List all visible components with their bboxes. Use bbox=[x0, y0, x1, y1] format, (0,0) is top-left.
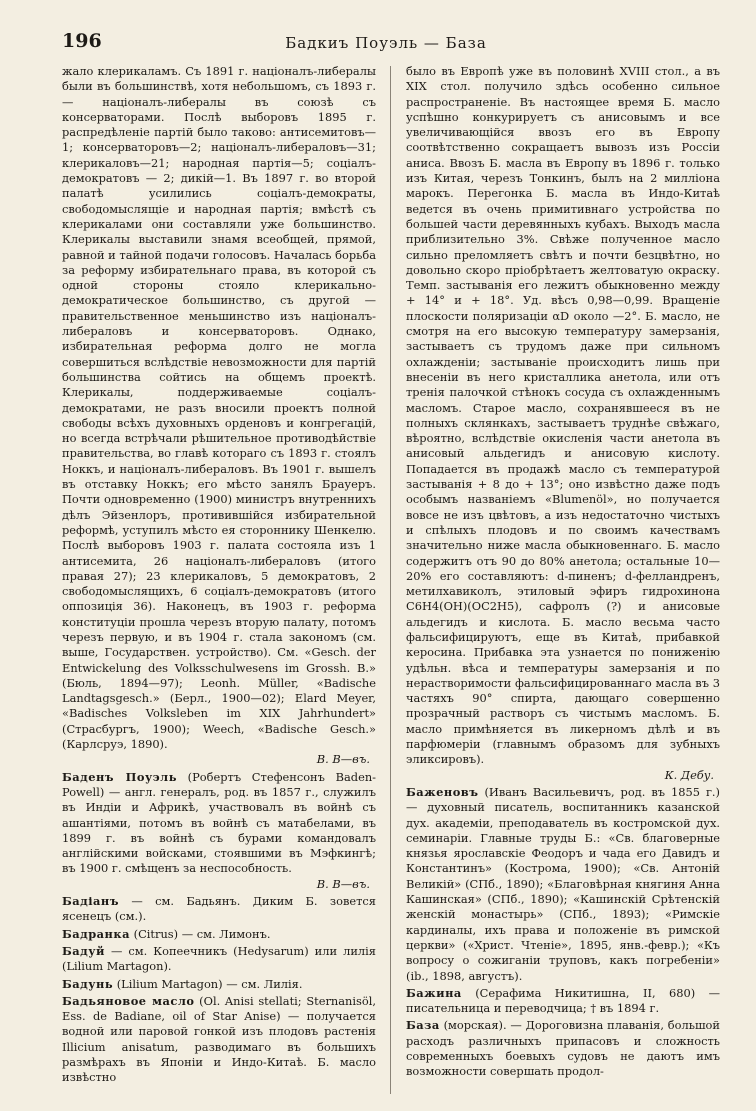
article-entry bbox=[62, 894, 376, 925]
continued-article: было въ Европѣ уже въ половинѣ XVIII стол., а въ XIX стол. получило здѣсь особенно сильное распространеніе. Въ настоящее время Б. масло успѣшно конкурируетъ съ анисовымъ и все увеличивающійся ввозъ его въ Европу соотвѣтственно сокращаетъ вывозъ изъ Россіи аниса. Ввозъ Б. масла въ Европу въ 1896 г. только изъ Китая, черезъ Тонкинъ, былъ на 2 милліона марокъ. Перегонка Б. масла въ Индо-Китаѣ ведется въ очень примитивнаго устройства по большей части деревянныхъ кубахъ. Выходъ масла приблизительно 3%. Свѣже полученное масло сильно преломляетъ свѣтъ и почти безцвѣтно, но довольно скоро пріобрѣтаетъ желтоватую окраску. Темп. застыванія его лежитъ обыкновенно между + 14° и + 18°. Уд. вѣсъ 0,98—0,99. Вращеніе плоскости поляризаціи αD около —2°. Б. масло, не смотря на его высокую температуру замерзанія, застываетъ съ трудомъ даже при сильномъ охлажденіи; застываніе происходитъ лишь при внесеніи въ него кристаллика анетола, или отъ тренія палочкой стѣнокъ сосуда съ охлажденнымъ масломъ. Старое масло, сохранявшееся въ не полныхъ склянкахъ, застываетъ труднѣе свѣжаго, вѣроятно, вслѣдствіе окисленія части анетола въ анисовый альдегидъ и анисовую кислоту. Попадается въ продажѣ масло съ температурой застыванія + 8 до + 13°; оно извѣстно даже подъ особымъ названіемъ «Blumenöl», но получается вовсе не изъ цвѣтовъ, а изъ недостаточно чистыхъ и спѣлыхъ плодовъ и по своимъ качествамъ значительно ниже масла обыкновеннаго. Б. масло содержитъ отъ 90 до 80% анетола; остальные 10—20% его составляютъ: d-пиненъ; d-фелландренъ, метилхавиколъ, этиловый эфиръ гидрохинона C6H4(OH)(OC2H5), сафролъ (?) и анисовые альдегидъ и кислота. Б. масло весьма часто фальсифицируютъ, еще въ Китаѣ, прибавкой керосина. Прибавка эта узнается по пониженію удѣльн. вѣса и температуры замерзанія и по нерастворимости фальсифицированнаго масла въ 3 частяхъ 90° спирта, дающаго совершенно прозрачный растворъ съ чистымъ масломъ. Б. масло примѣняется въ ликерномъ дѣлѣ и въ парфюмеріи (главнымъ образомъ для зубныхъ эликсировъ). bbox=[406, 64, 720, 767]
article-signature: В. В—въ. bbox=[316, 752, 370, 767]
article-entry bbox=[62, 994, 376, 1086]
continued-article: жало клерикаламъ. Съ 1891 г. націоналъ-либералы были въ большинствѣ, хотя небольшомъ, съ 1893 г. — націоналъ-либералы въ союзѣ съ консерваторами. Послѣ выборовъ 1895 г. распредѣленіе партій было таково: антисемитовъ—1; консерваторовъ—2; націоналъ-либераловъ—31; клерикаловъ—21; народная партія—5; соціалъ-демократовъ — 2; дикій—1. Въ 1897 г. во второй палатѣ усилились соціалъ-демократы, свободомыслящіе и народная партія; вмѣстѣ съ клерикалами они составляли уже большинство. Клерикалы выставили знамя всеобщей, прямой, равной и тайной подачи голосовъ. Началась борьба за реформу избирательнаго права, въ которой съ одной стороны стояло клерикально-демократическое большинство, съ другой — правительственное меньшинство изъ націоналъ-либераловъ и консерваторовъ. Однако, избирательная реформа долго не могла совершиться вслѣдствіе невозможности для партій большинства сойтись на общемъ проектѣ. Клерикалы, поддерживаемые соціалъ-демократами, не разъ вносили проектъ полной свободы всѣхъ духовныхъ орденовъ и конгрегацій, но всегда встрѣчали рѣшительное противодѣйствіе правительства, во главѣ котораго съ 1893 г. стоялъ Ноккъ, и націоналъ-либераловъ. Въ 1901 г. вышелъ въ отставку Ноккъ; его мѣсто занялъ Брауеръ. Почти одновременно (1900) министръ внутреннихъ дѣлъ Эйзенлоръ, противившійся избирательной реформѣ, уступилъ мѣсто ея стороннику Шенкелю. Послѣ выборовъ 1903 г. палата состояла изъ 1 антисемита, 26 націоналъ-либераловъ (итого правая 27); 23 клерикаловъ, 5 демократовъ, 2 свободомыслящихъ, 6 соціалъ-демократовъ (итого оппозиція 36). Наконецъ, въ 1903 г. реформа конституціи прошла черезъ вторую палату, потомъ черезъ первую, и въ 1904 г. стала закономъ (см. выше, Государствен. устройство). См. «Gesch. der Entwickelung des Volksschulwesens im Grossh. B.» (Бюль, 1894—97); Leonh. Müller, «Badische Landtagsgesch.» (Берл., 1900—02); Elard Meyer, «Badisches Volksleben im XIX Jahrhundert» (Страсбургъ, 1900); Weech, «Badische Gesch.» (Карлсруэ, 1890). bbox=[62, 64, 376, 752]
entry-headword: Бадуй bbox=[62, 943, 105, 958]
page-number: 196 bbox=[62, 30, 102, 52]
text-columns bbox=[62, 64, 720, 1104]
right-column bbox=[406, 64, 720, 1100]
entry-text: (Серафима Никитишна, II, 680) — писательница и переводчица; † въ 1894 г. bbox=[406, 985, 720, 1016]
article-signature: В. В—въ. bbox=[316, 876, 370, 891]
page-header bbox=[62, 30, 710, 58]
article-signature: К. Дебу. bbox=[664, 767, 714, 782]
entry-text: (морская). — Дороговизна плаванія, большой расходъ различныхъ припасовъ и сложность современныхъ боевыхъ судовъ не даютъ имъ возможности совершать продол- bbox=[406, 1018, 720, 1079]
entry-headword: Бадранка bbox=[62, 926, 130, 941]
entry-headword: Бадіанъ bbox=[62, 894, 119, 909]
entry-text: — см. Бадьянъ. Диким Б. зовется ясенецъ (см.). bbox=[62, 894, 376, 924]
article-entry bbox=[62, 770, 376, 877]
article-entry bbox=[62, 977, 376, 992]
article-entry bbox=[406, 986, 720, 1017]
entry-headword: База bbox=[406, 1018, 440, 1033]
entry-text: (Робертъ Стефенсонъ Baden-Powell) — англ. генералъ, род. въ 1857 г., служилъ въ Индіи и Африкѣ, участвовалъ въ войнѣ съ ашантіями, потомъ въ войнѣ съ матабелами, въ 1899 г. въ войнѣ съ бурами командовалъ англійскими войсками, стоявшими въ Мэфкингѣ; въ 1900 г. смѣщенъ за неспособность. bbox=[62, 769, 376, 876]
entry-text: — см. Копеечникъ (Hedysarum) или лилія (Lilium Martagon). bbox=[62, 943, 376, 974]
running-head: Бадкиъ Поуэль — База bbox=[285, 34, 487, 52]
left-column bbox=[62, 64, 376, 1100]
column-divider bbox=[390, 66, 391, 1094]
article-entry bbox=[406, 785, 720, 984]
article-entry bbox=[406, 1018, 720, 1079]
entry-text: (Lilium Martagon) — см. Лилія. bbox=[113, 976, 303, 991]
entry-headword: Баденъ Поуэль bbox=[62, 769, 177, 784]
entry-headword: Баженовъ bbox=[406, 784, 479, 799]
entry-headword: Бадьяновое масло bbox=[62, 993, 195, 1008]
entry-headword: Бажина bbox=[406, 985, 462, 1000]
entry-text: (Ol. Anisi stellati; Sternanisöl, Ess. de Badiane, oil of Star Anise) — получается водной или паровой гонкой изъ плодовъ растенія Illicium anisatum, разводимаго въ большихъ размѣрахъ въ Японіи и Индо-Китаѣ. Б. масло извѣстно bbox=[62, 993, 376, 1085]
article-entry bbox=[62, 927, 376, 942]
entry-text: (Иванъ Васильевичъ, род. въ 1855 г.) — духовный писатель, воспитанникъ казанской дух. академіи, преподаватель въ костромской дух. семинаріи. Главные труды Б.: «Св. благоверные князья ярославскіе Феодоръ и чада его Давидъ и Константинъ» (Кострома, 1900); «Св. Антоній Великій» (СПб., 1890); «Благовѣрная княгиня Анна Кашинская» (СПб., 1890); «Кашинскій Срѣтенскій женскій монастырь» (СПб., 1893); «Римскіе кардиналы, ихъ права и положеніе въ римской церкви» («Христ. Чтеніе», 1895, янв.-февр.); «Къ вопросу о сожиганіи труповъ, какъ погребеніи» (ib., 1898, августъ). bbox=[406, 784, 720, 983]
article-entry bbox=[62, 944, 376, 975]
entry-text: (Citrus) — см. Лимонъ. bbox=[130, 926, 271, 941]
entry-headword: Бадунь bbox=[62, 976, 114, 991]
